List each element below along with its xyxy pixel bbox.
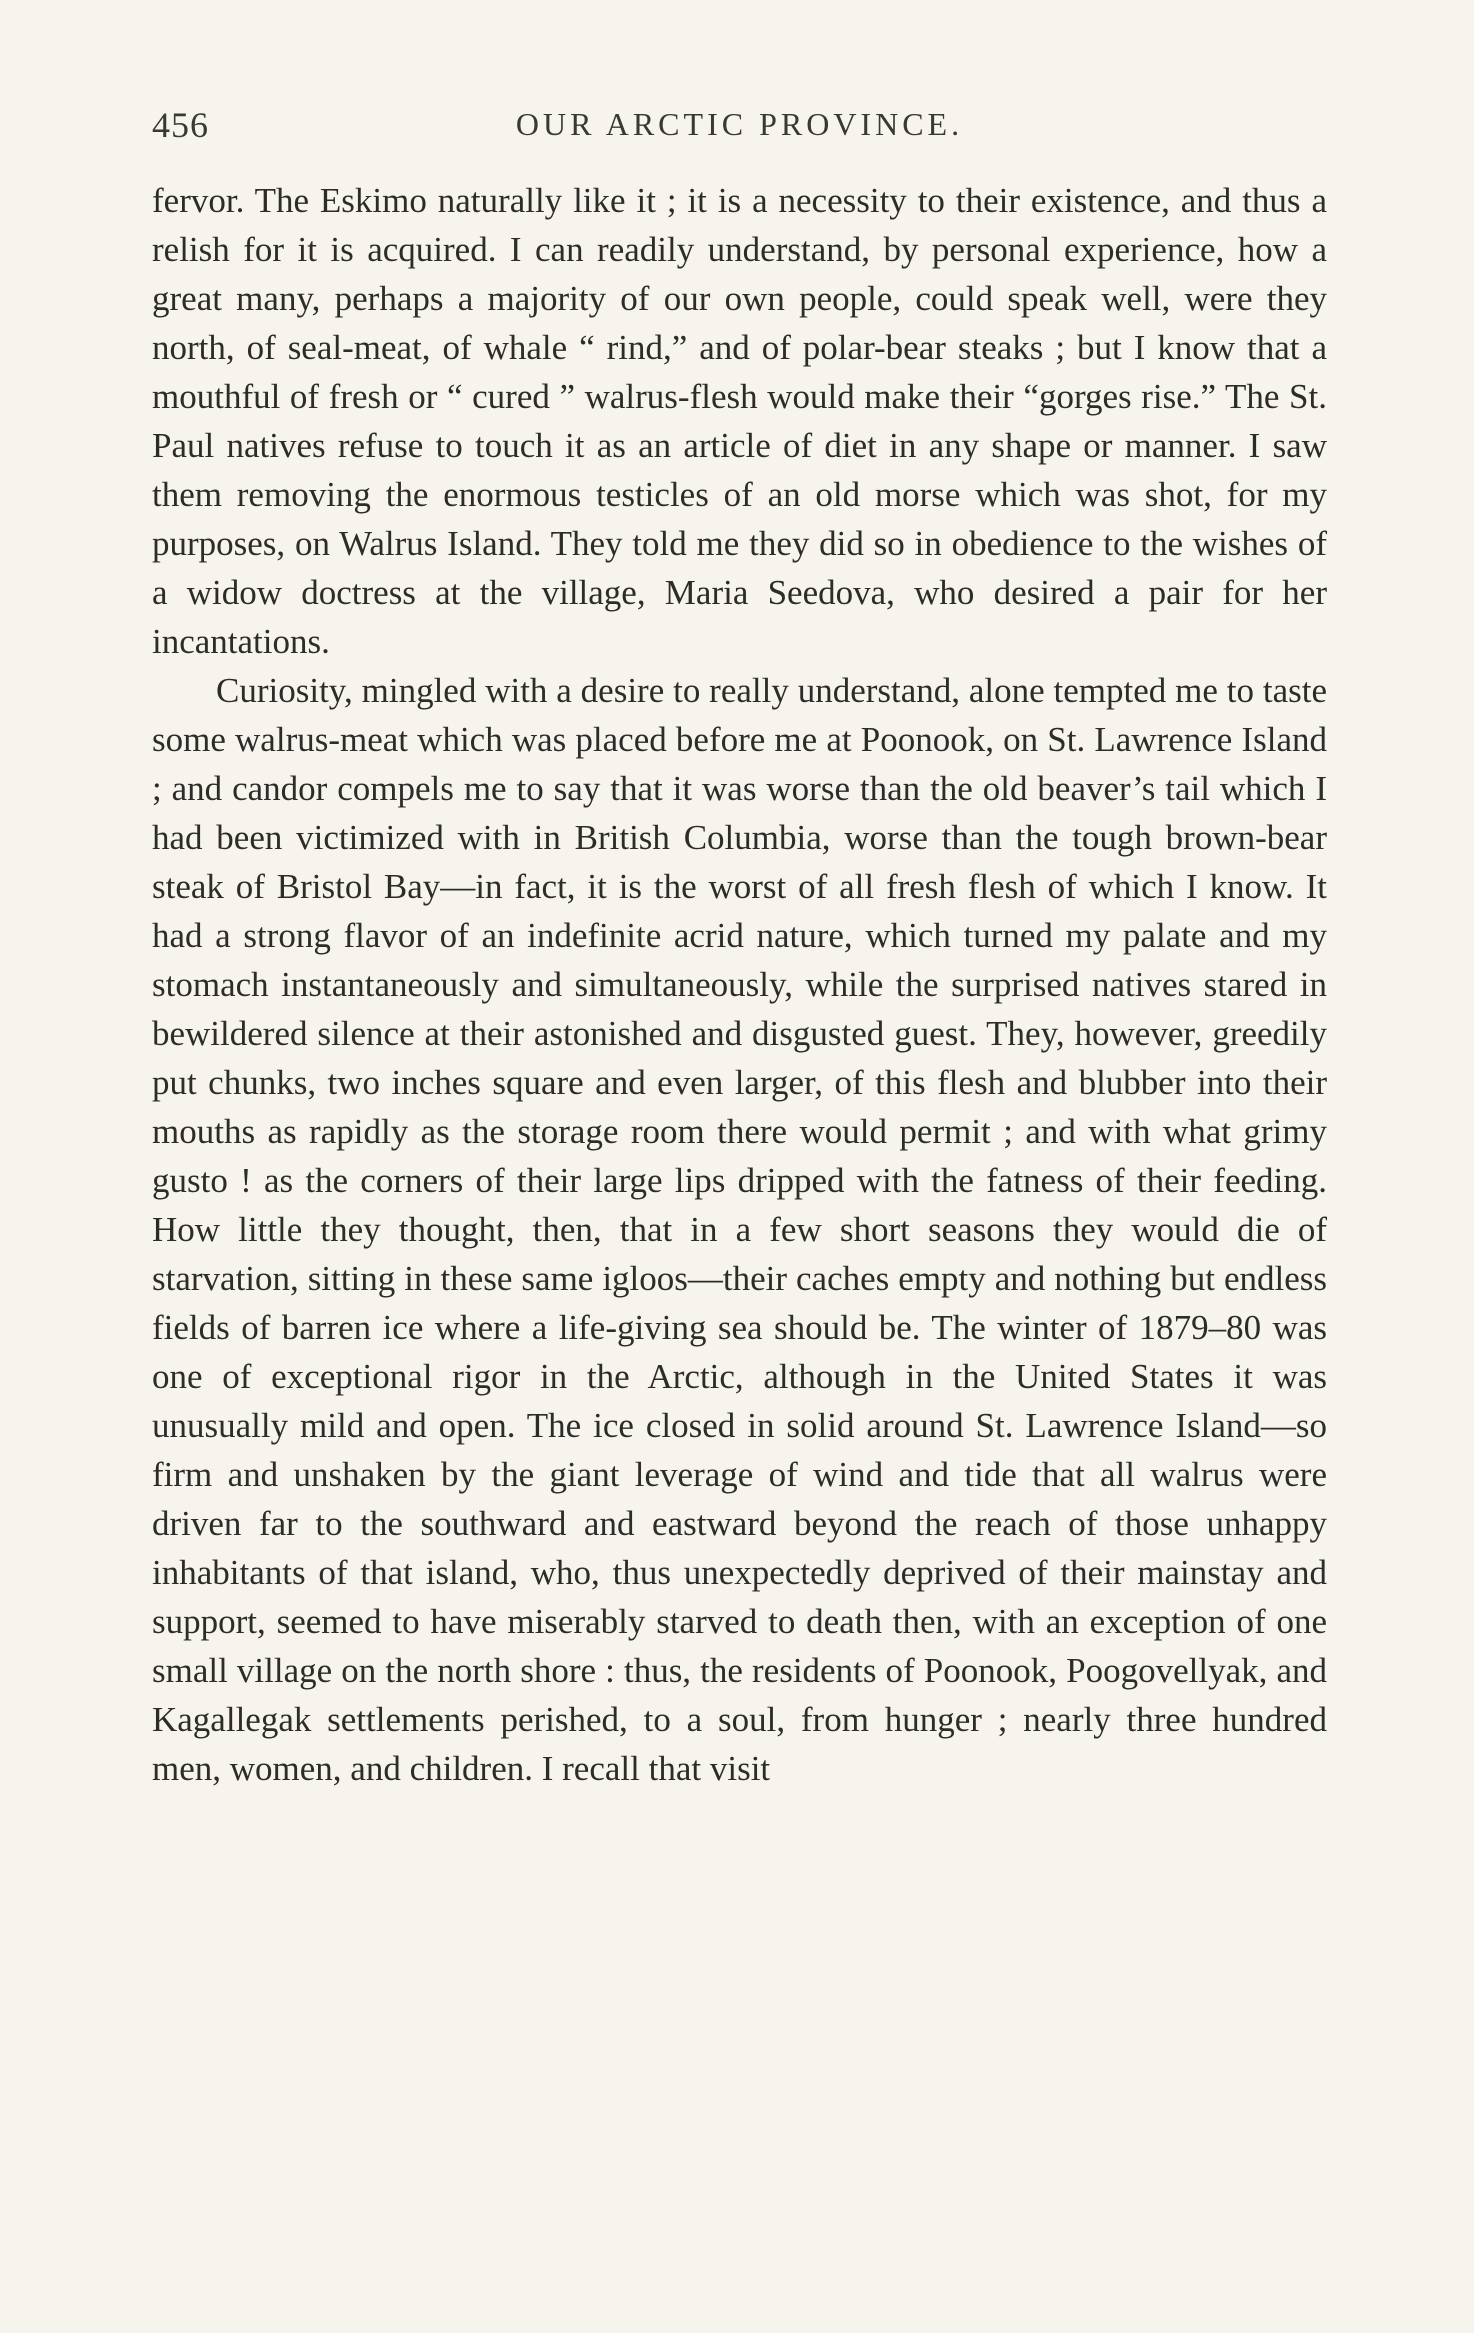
page-number: 456 — [152, 105, 209, 145]
running-title: OUR ARCTIC PROVINCE. — [515, 106, 964, 142]
paragraph: Curiosity, mingled with a desire to really understand, alone tempted me to taste some walrus-meat which was placed before me at Poonook, on St. Lawrence Island ; and candor compels me to say that it was worse than the old beaver’s tail which I had been victimized with in British Columbia, worse than the tough brown-bear steak of Bristol Bay—in fact, it is the worst of all fresh flesh of which I know. It had a strong flavor of an indefinite acrid nature, which turned my palate and my stomach instantaneously and simultaneously, while the surprised natives stared in bewildered silence at their astonished and disgusted guest. They, however, greedily put chunks, two inches square and even larger, of this flesh and blubber into their mouths as rapidly as the storage room there would permit ; and with what grimy gusto ! as the corners of their large lips dripped with the fatness of their feeding. How little they thought, then, that in a few short seasons they would die of starvation, sitting in these same igloos—their caches empty and nothing but endless fields of barren ice where a life-giving sea should be. The winter of 1879–80 was one of exceptional rigor in the Arctic, although in the United States it was unusually mild and open. The ice closed in solid around St. Lawrence Island—so firm and unshaken by the giant leverage of wind and tide that all walrus were driven far to the southward and eastward beyond the reach of those unhappy inhabitants of that island, who, thus unexpectedly deprived of their mainstay and support, seemed to have miserably starved to death then, with an exception of one small village on the north shore : thus, the residents of Poonook, Poogovellyak, and Kagallegak settlements perished, to a soul, from hunger ; nearly three hundred men, women, and children. I recall that visit — [152, 671, 1327, 1788]
page-header — [152, 104, 1327, 152]
paragraph-continued: fervor. The Eskimo naturally like it ; it is a necessity to their existence, and thus a relish for it is acquired. I can readily understand, by personal experience, how a great many, perhaps a majority of our own people, could speak well, were they north, of seal-meat, of whale “ rind,” and of polar-bear steaks ; but I know that a mouthful of fresh or “ cured ” walrus-flesh would make their “gorges rise.” The St. Paul natives refuse to touch it as an article of diet in any shape or manner. I saw them removing the enormous testicles of an old morse which was shot, for my purposes, on Walrus Island. They told me they did so in obedience to the wishes of a widow doctress at the village, Maria Seedova, who desired a pair for her incantations. — [152, 181, 1327, 661]
body-text — [152, 176, 1327, 1793]
